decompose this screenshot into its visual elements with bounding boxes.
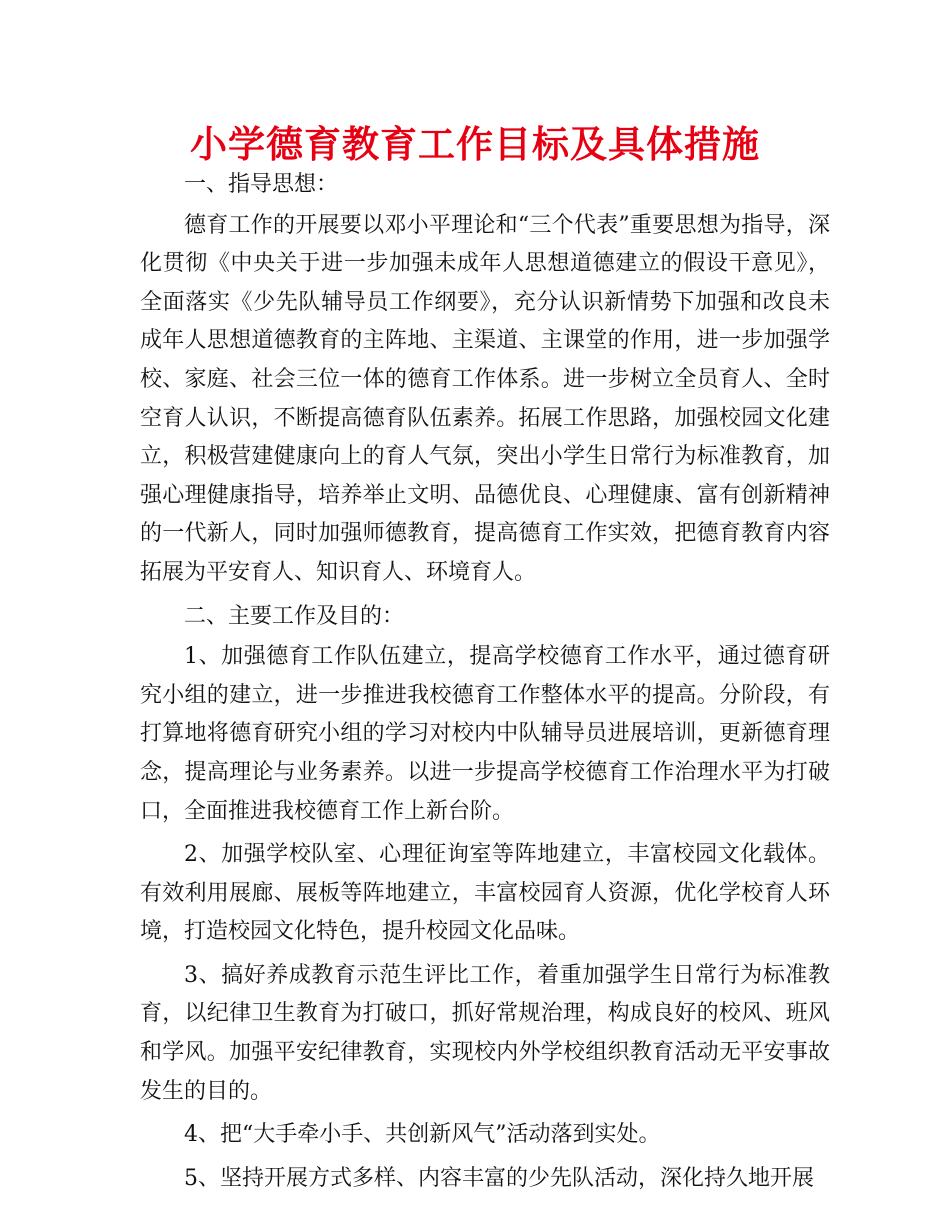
section-heading-main-work: 二、主要工作及目的： (184, 603, 405, 629)
paragraph-guiding-ideology: 德育工作的开展要以邓小平理论和“三个代表”重要思想为指导，深化贯彻《中央关于进一步加强未成年人思想道德建立的假设干意见》，全面落实《少先队辅导员工作纲要》，充分认识新情势下加强和改良未成年人思想道德教育的主阵地、主渠道、主课堂的作用，进一步加强学校、家庭、社会三位一体的德育工作体系。进一步树立全员育人、全时空育人认识，不断提高德育队伍素养。拓展工作思路，加强校园文化建立，积极营建健康向上的育人气氛，突出小学生日常行为标准教育，加强心理健康指导，培养举止文明、品德优良、心理健康、富有创新精神的一代新人，同时加强师德教育，提高德育工作实效，把德育教育内容拓展为平安育人、知识育人、环境育人。 (140, 212, 830, 585)
document-title: 小学德育教育工作目标及具体措施 (190, 123, 760, 166)
paragraph-item-5: 5、坚持开展方式多样、内容丰富的少先队活动，深化持久地开展 (184, 1165, 814, 1191)
paragraph-item-4: 4、把“大手牵小手、共创新风气”活动落到实处。 (184, 1122, 661, 1148)
paragraph-item-2: 2、加强学校队室、心理征询室等阵地建立，丰富校园文化载体。有效利用展廊、展板等阵地建立，丰富校园育人资源，优化学校育人环境，打造校园文化特色，提升校园文化品味。 (140, 842, 830, 945)
paragraph-item-1: 1、加强德育工作队伍建立，提高学校德育工作水平，通过德育研究小组的建立，进一步推进我校德育工作整体水平的提高。分阶段，有打算地将德育研究小组的学习对校内中队辅导员进展培训，更新德育理念，提高理论与业务素养。以进一步提高学校德育工作治理水平为打破口，全面推进我校德育工作上新台阶。 (140, 644, 830, 824)
paragraph-item-3: 3、搞好养成教育示范生评比工作，着重加强学生日常行为标准教育，以纪律卫生教育为打破口，抓好常规治理，构成良好的校风、班风和学风。加强平安纪律教育，实现校内外学校组织教育活动无平安事故发生的目的。 (140, 962, 830, 1104)
section-heading-guiding-ideology: 一、指导思想： (184, 172, 339, 197)
document-body (140, 166, 830, 1198)
